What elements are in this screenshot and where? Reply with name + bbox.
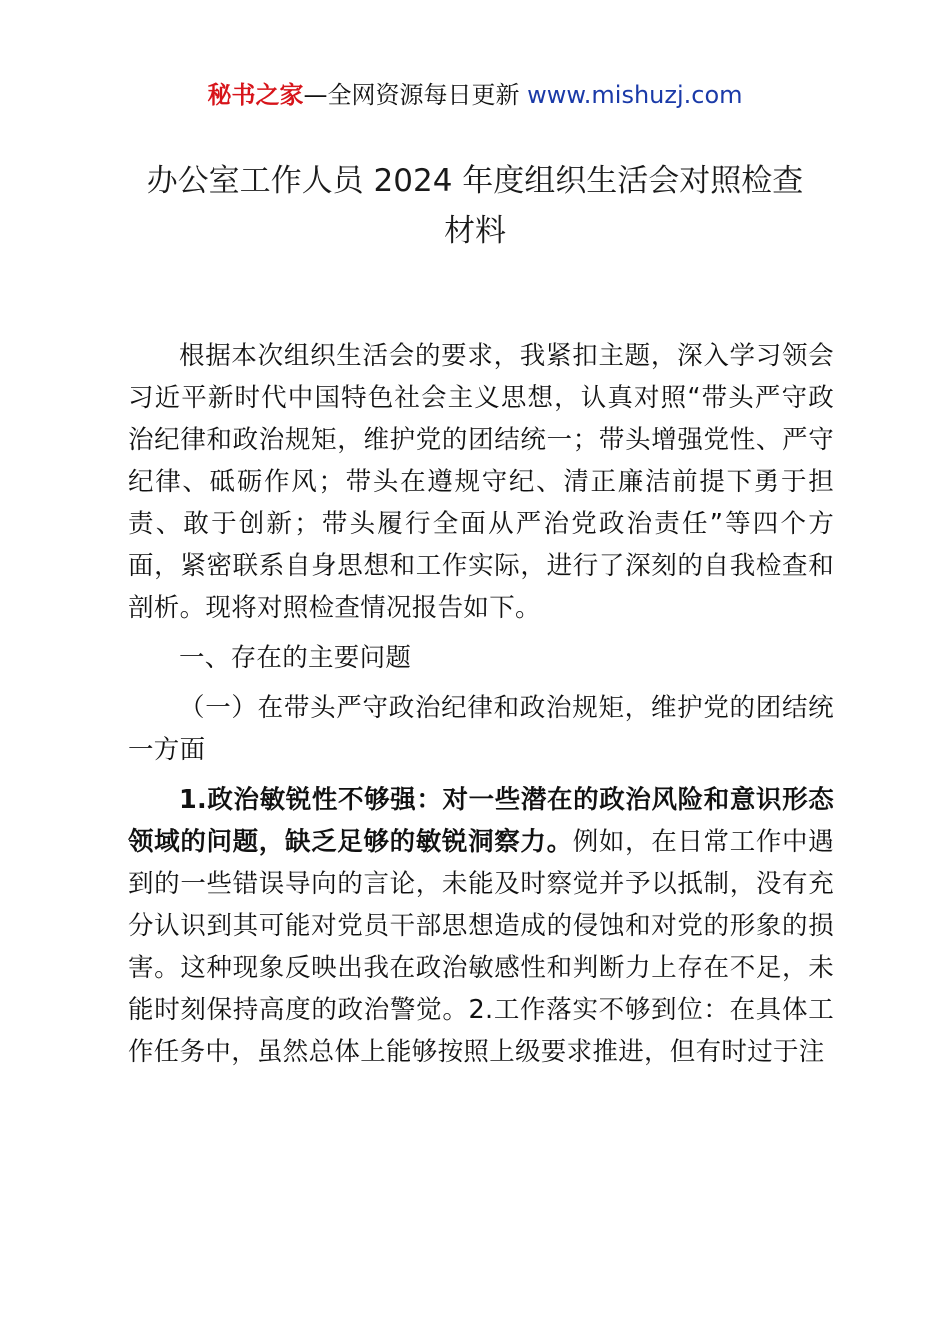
document-body (128, 335, 834, 1081)
subsection-heading-political-discipline: （一）在带头严守政治纪律和政治规矩，维护党的团结统一方面 (128, 693, 834, 765)
intro-paragraph: 根据本次组织生活会的要求，我紧扣主题，深入学习领会习近平新时代中国特色社会主义思想，认真对照“带头严守政治纪律和政治规矩，维护党的团结统一；带头增强党性、严守纪律、砥砺作风；带头在遵规守纪、清正廉洁前提下勇于担责、敢于创新；带头履行全面从严治党政治责任”等四个方面，紧密联系自身思想和工作实际，进行了深刻的自我检查和剖析。现将对照检查情况报告如下。 (128, 341, 834, 623)
title-line-1: 办公室工作人员 2024 年度组织生活会对照检查 (146, 163, 804, 199)
brand-name: 秘书之家 (207, 81, 304, 109)
site-header (0, 78, 950, 112)
section-heading-problems: 一、存在的主要问题 (179, 643, 412, 673)
site-url[interactable]: www.mishuzj.com (527, 81, 743, 109)
header-tagline: —全网资源每日更新 (303, 81, 520, 109)
document-title (0, 160, 950, 260)
item-body-text: 例如，在日常工作中遇到的一些错误导向的言论，未能及时察觉并予以抵制，没有充分认识到其可能对党员干部思想造成的侵蚀和对党的形象的损害。这种现象反映出我在政治敏感性和判断力上存在不足，未能时刻保持高度的政治警觉。2.工作落实不够到位：在具体工作任务中，虽然总体上能够按照上级要求推进，但有时过于注 (128, 827, 834, 1067)
title-line-2: 材料 (444, 213, 506, 249)
item-paragraph-political-sensitivity (128, 779, 834, 1073)
item-bold-lead: 1.政治敏锐性不够强：对一些潜在的政治风险和意识形态领域的问题，缺乏足够的敏锐洞察力。 (128, 785, 834, 857)
